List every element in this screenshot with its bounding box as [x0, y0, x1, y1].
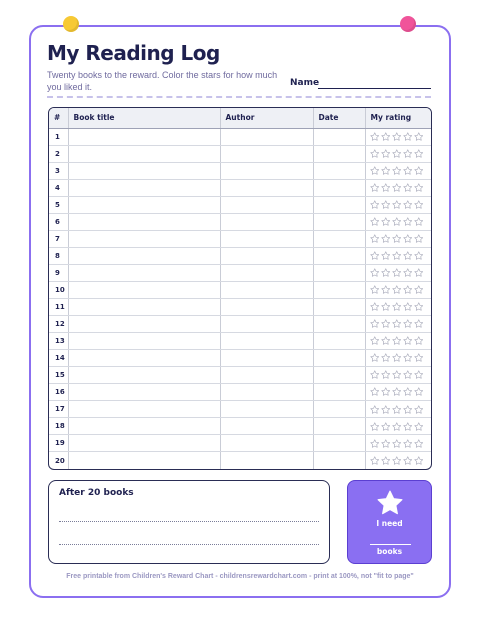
star-outline-icon[interactable] [403, 149, 413, 159]
star-outline-icon[interactable] [370, 370, 380, 380]
book-title-cell[interactable] [68, 298, 220, 315]
star-outline-icon[interactable] [370, 285, 380, 295]
date-cell[interactable] [313, 179, 365, 196]
book-title-cell[interactable] [68, 418, 220, 435]
star-outline-icon[interactable] [403, 132, 413, 142]
book-title-cell[interactable] [68, 247, 220, 264]
date-cell[interactable] [313, 145, 365, 162]
star-outline-icon[interactable] [392, 302, 402, 312]
star-outline-icon[interactable] [381, 387, 391, 397]
star-outline-icon[interactable] [403, 234, 413, 244]
date-cell[interactable] [313, 298, 365, 315]
star-rating [370, 302, 433, 312]
table-row [49, 179, 432, 196]
star-rating [370, 183, 433, 193]
rating-cell [365, 298, 432, 315]
date-cell[interactable] [313, 350, 365, 367]
star-rating [370, 251, 433, 261]
star-outline-icon[interactable] [381, 200, 391, 210]
star-outline-icon[interactable] [414, 422, 424, 432]
star-outline-icon[interactable] [414, 456, 424, 466]
star-outline-icon[interactable] [370, 422, 380, 432]
star-outline-icon[interactable] [370, 251, 380, 261]
star-rating [370, 370, 433, 380]
star-outline-icon[interactable] [392, 319, 402, 329]
reward-box [347, 480, 432, 564]
star-outline-icon[interactable] [403, 456, 413, 466]
star-outline-icon[interactable] [370, 234, 380, 244]
star-outline-icon[interactable] [403, 405, 413, 415]
star-outline-icon[interactable] [403, 268, 413, 278]
date-cell[interactable] [313, 384, 365, 401]
rating-cell [365, 281, 432, 298]
star-outline-icon[interactable] [414, 439, 424, 449]
book-title-cell[interactable] [68, 281, 220, 298]
star-outline-icon[interactable] [392, 234, 402, 244]
rating-cell [365, 247, 432, 264]
table-row [49, 384, 432, 401]
table-row [49, 350, 432, 367]
star-rating [370, 456, 433, 466]
star-outline-icon[interactable] [381, 268, 391, 278]
star-outline-icon[interactable] [392, 387, 402, 397]
rating-cell [365, 162, 432, 179]
star-outline-icon[interactable] [381, 319, 391, 329]
date-cell[interactable] [313, 230, 365, 247]
star-outline-icon[interactable] [381, 422, 391, 432]
date-cell[interactable] [313, 128, 365, 145]
column-header-book-title: Book title [68, 108, 220, 128]
table-row [49, 196, 432, 213]
table-row [49, 281, 432, 298]
star-outline-icon[interactable] [403, 353, 413, 363]
rating-cell [365, 230, 432, 247]
reward-text-i-need: I need [376, 519, 403, 528]
page-title: My Reading Log [47, 41, 220, 65]
table-row [49, 128, 432, 145]
star-rating [370, 200, 433, 210]
star-outline-icon[interactable] [381, 132, 391, 142]
row-number: 3 [49, 162, 68, 179]
table-row [49, 162, 432, 179]
star-rating [370, 319, 433, 329]
row-number: 9 [49, 264, 68, 281]
name-field-line[interactable] [318, 88, 431, 89]
star-outline-icon[interactable] [414, 183, 424, 193]
row-number: 15 [49, 367, 68, 384]
star-outline-icon[interactable] [381, 456, 391, 466]
star-outline-icon[interactable] [414, 319, 424, 329]
star-outline-icon[interactable] [414, 166, 424, 176]
star-outline-icon[interactable] [370, 456, 380, 466]
star-outline-icon[interactable] [370, 200, 380, 210]
column-header-number: # [49, 108, 68, 128]
star-outline-icon[interactable] [403, 166, 413, 176]
row-number: 8 [49, 247, 68, 264]
star-outline-icon[interactable] [370, 183, 380, 193]
footer-note: Free printable from Children's Reward Chart - childrensrewardchart.com - print at 100%, not "fit to page" [66, 573, 414, 580]
table-row [49, 401, 432, 418]
star-outline-icon[interactable] [392, 285, 402, 295]
date-cell[interactable] [313, 435, 365, 452]
star-outline-icon[interactable] [370, 405, 380, 415]
star-outline-icon[interactable] [392, 370, 402, 380]
author-cell[interactable] [220, 333, 313, 350]
star-outline-icon[interactable] [370, 336, 380, 346]
date-cell[interactable] [313, 452, 365, 469]
row-number: 11 [49, 298, 68, 315]
rating-cell [365, 418, 432, 435]
rating-cell [365, 264, 432, 281]
book-title-cell[interactable] [68, 264, 220, 281]
date-cell[interactable] [313, 367, 365, 384]
star-outline-icon[interactable] [403, 251, 413, 261]
after-box-write-line[interactable] [59, 521, 319, 522]
date-cell[interactable] [313, 247, 365, 264]
author-cell[interactable] [220, 247, 313, 264]
row-number: 16 [49, 384, 68, 401]
author-cell[interactable] [220, 367, 313, 384]
date-cell[interactable] [313, 316, 365, 333]
star-outline-icon[interactable] [392, 353, 402, 363]
row-number: 2 [49, 145, 68, 162]
star-outline-icon[interactable] [392, 251, 402, 261]
star-outline-icon[interactable] [403, 319, 413, 329]
date-cell[interactable] [313, 196, 365, 213]
date-cell[interactable] [313, 162, 365, 179]
table-row [49, 298, 432, 315]
star-outline-icon[interactable] [414, 353, 424, 363]
star-outline-icon[interactable] [414, 268, 424, 278]
after-box-title: After 20 books [59, 488, 134, 498]
star-outline-icon[interactable] [414, 302, 424, 312]
rating-cell [365, 435, 432, 452]
yellow-pin-icon [63, 16, 79, 32]
star-outline-icon[interactable] [381, 251, 391, 261]
rating-cell [365, 145, 432, 162]
author-cell[interactable] [220, 264, 313, 281]
star-outline-icon[interactable] [392, 132, 402, 142]
row-number: 20 [49, 452, 68, 469]
author-cell[interactable] [220, 452, 313, 469]
rating-cell [365, 384, 432, 401]
star-outline-icon[interactable] [381, 370, 391, 380]
star-rating [370, 405, 433, 415]
row-number: 18 [49, 418, 68, 435]
star-rating [370, 132, 433, 142]
author-cell[interactable] [220, 418, 313, 435]
row-number: 6 [49, 213, 68, 230]
table-row [49, 145, 432, 162]
star-outline-icon[interactable] [381, 234, 391, 244]
date-cell[interactable] [313, 418, 365, 435]
star-outline-icon[interactable] [370, 302, 380, 312]
star-rating [370, 336, 433, 346]
rating-cell [365, 333, 432, 350]
star-outline-icon[interactable] [392, 166, 402, 176]
star-outline-icon[interactable] [381, 183, 391, 193]
author-cell[interactable] [220, 401, 313, 418]
author-cell[interactable] [220, 179, 313, 196]
author-cell[interactable] [220, 145, 313, 162]
star-outline-icon[interactable] [403, 200, 413, 210]
row-number: 19 [49, 435, 68, 452]
book-title-cell[interactable] [68, 452, 220, 469]
table-row [49, 247, 432, 264]
star-rating [370, 149, 433, 159]
book-title-cell[interactable] [68, 179, 220, 196]
star-outline-icon[interactable] [403, 183, 413, 193]
rating-cell [365, 350, 432, 367]
date-cell[interactable] [313, 264, 365, 281]
reading-log-table [48, 107, 432, 470]
book-title-cell[interactable] [68, 145, 220, 162]
star-outline-icon[interactable] [414, 405, 424, 415]
star-outline-icon[interactable] [381, 149, 391, 159]
star-outline-icon[interactable] [403, 370, 413, 380]
star-outline-icon[interactable] [370, 353, 380, 363]
row-number: 5 [49, 196, 68, 213]
book-title-cell[interactable] [68, 128, 220, 145]
star-rating [370, 285, 433, 295]
author-cell[interactable] [220, 435, 313, 452]
star-rating [370, 234, 433, 244]
date-cell[interactable] [313, 281, 365, 298]
book-title-cell[interactable] [68, 384, 220, 401]
star-outline-icon[interactable] [403, 217, 413, 227]
table-row [49, 418, 432, 435]
star-outline-icon[interactable] [381, 353, 391, 363]
book-title-cell[interactable] [68, 367, 220, 384]
star-icon [376, 489, 404, 517]
page-subtitle: Twenty books to the reward. Color the stars for how much you liked it. [47, 70, 278, 92]
star-outline-icon[interactable] [392, 336, 402, 346]
star-outline-icon[interactable] [381, 302, 391, 312]
book-title-cell[interactable] [68, 435, 220, 452]
table-row [49, 333, 432, 350]
rating-cell [365, 196, 432, 213]
table-row [49, 213, 432, 230]
table-row [49, 264, 432, 281]
book-title-cell[interactable] [68, 213, 220, 230]
star-outline-icon[interactable] [370, 132, 380, 142]
star-rating [370, 353, 433, 363]
row-number: 10 [49, 281, 68, 298]
star-rating [370, 166, 433, 176]
star-outline-icon[interactable] [381, 336, 391, 346]
star-outline-icon[interactable] [370, 319, 380, 329]
column-header-rating: My rating [365, 108, 432, 128]
reward-text-books: books [376, 547, 403, 556]
after-20-books-box [48, 480, 330, 564]
book-title-cell[interactable] [68, 196, 220, 213]
rating-cell [365, 367, 432, 384]
star-outline-icon[interactable] [381, 217, 391, 227]
star-rating [370, 439, 433, 449]
table-header-row [49, 108, 432, 128]
row-number: 7 [49, 230, 68, 247]
star-rating [370, 268, 433, 278]
star-rating [370, 217, 433, 227]
table-row [49, 452, 432, 469]
table-row [49, 230, 432, 247]
star-outline-icon[interactable] [381, 439, 391, 449]
star-outline-icon[interactable] [403, 387, 413, 397]
book-title-cell[interactable] [68, 230, 220, 247]
star-outline-icon[interactable] [392, 439, 402, 449]
star-outline-icon[interactable] [392, 456, 402, 466]
author-cell[interactable] [220, 196, 313, 213]
row-number: 4 [49, 179, 68, 196]
pink-pin-icon [400, 16, 416, 32]
star-outline-icon[interactable] [414, 132, 424, 142]
table-row [49, 367, 432, 384]
author-cell[interactable] [220, 384, 313, 401]
author-cell[interactable] [220, 213, 313, 230]
book-title-cell[interactable] [68, 162, 220, 179]
star-outline-icon[interactable] [414, 200, 424, 210]
star-outline-icon[interactable] [392, 183, 402, 193]
column-header-date: Date [313, 108, 365, 128]
author-cell[interactable] [220, 230, 313, 247]
date-cell[interactable] [313, 333, 365, 350]
star-outline-icon[interactable] [403, 422, 413, 432]
author-cell[interactable] [220, 281, 313, 298]
date-cell[interactable] [313, 213, 365, 230]
star-rating [370, 422, 433, 432]
star-outline-icon[interactable] [392, 217, 402, 227]
table-row [49, 316, 432, 333]
author-cell[interactable] [220, 298, 313, 315]
star-outline-icon[interactable] [414, 234, 424, 244]
rating-cell [365, 128, 432, 145]
star-outline-icon[interactable] [414, 217, 424, 227]
rating-cell [365, 179, 432, 196]
star-outline-icon[interactable] [370, 149, 380, 159]
star-outline-icon[interactable] [370, 439, 380, 449]
author-cell[interactable] [220, 350, 313, 367]
row-number: 17 [49, 401, 68, 418]
row-number: 14 [49, 350, 68, 367]
star-outline-icon[interactable] [403, 439, 413, 449]
book-title-cell[interactable] [68, 333, 220, 350]
header-divider [47, 96, 431, 98]
star-outline-icon[interactable] [414, 251, 424, 261]
name-label: Name [290, 78, 320, 88]
book-title-cell[interactable] [68, 401, 220, 418]
star-outline-icon[interactable] [414, 336, 424, 346]
row-number: 12 [49, 316, 68, 333]
star-outline-icon[interactable] [370, 166, 380, 176]
reward-count-blank[interactable] [370, 544, 411, 545]
star-rating [370, 387, 433, 397]
rating-cell [365, 316, 432, 333]
book-title-cell[interactable] [68, 316, 220, 333]
star-outline-icon[interactable] [370, 387, 380, 397]
star-outline-icon[interactable] [392, 149, 402, 159]
star-outline-icon[interactable] [403, 302, 413, 312]
star-outline-icon[interactable] [392, 422, 402, 432]
star-outline-icon[interactable] [392, 405, 402, 415]
star-outline-icon[interactable] [392, 200, 402, 210]
star-outline-icon[interactable] [381, 285, 391, 295]
rating-cell [365, 401, 432, 418]
row-number: 1 [49, 128, 68, 145]
author-cell[interactable] [220, 128, 313, 145]
after-box-write-line[interactable] [59, 544, 319, 545]
star-outline-icon[interactable] [392, 268, 402, 278]
star-outline-icon[interactable] [403, 285, 413, 295]
rating-cell [365, 452, 432, 469]
star-outline-icon[interactable] [414, 370, 424, 380]
author-cell[interactable] [220, 316, 313, 333]
star-outline-icon[interactable] [381, 405, 391, 415]
book-title-cell[interactable] [68, 350, 220, 367]
star-outline-icon[interactable] [403, 336, 413, 346]
table-row [49, 435, 432, 452]
column-header-author: Author [220, 108, 313, 128]
row-number: 13 [49, 333, 68, 350]
star-outline-icon[interactable] [414, 387, 424, 397]
author-cell[interactable] [220, 162, 313, 179]
star-outline-icon[interactable] [414, 149, 424, 159]
star-outline-icon[interactable] [370, 217, 380, 227]
star-outline-icon[interactable] [414, 285, 424, 295]
rating-cell [365, 213, 432, 230]
star-outline-icon[interactable] [370, 268, 380, 278]
date-cell[interactable] [313, 401, 365, 418]
star-outline-icon[interactable] [381, 166, 391, 176]
